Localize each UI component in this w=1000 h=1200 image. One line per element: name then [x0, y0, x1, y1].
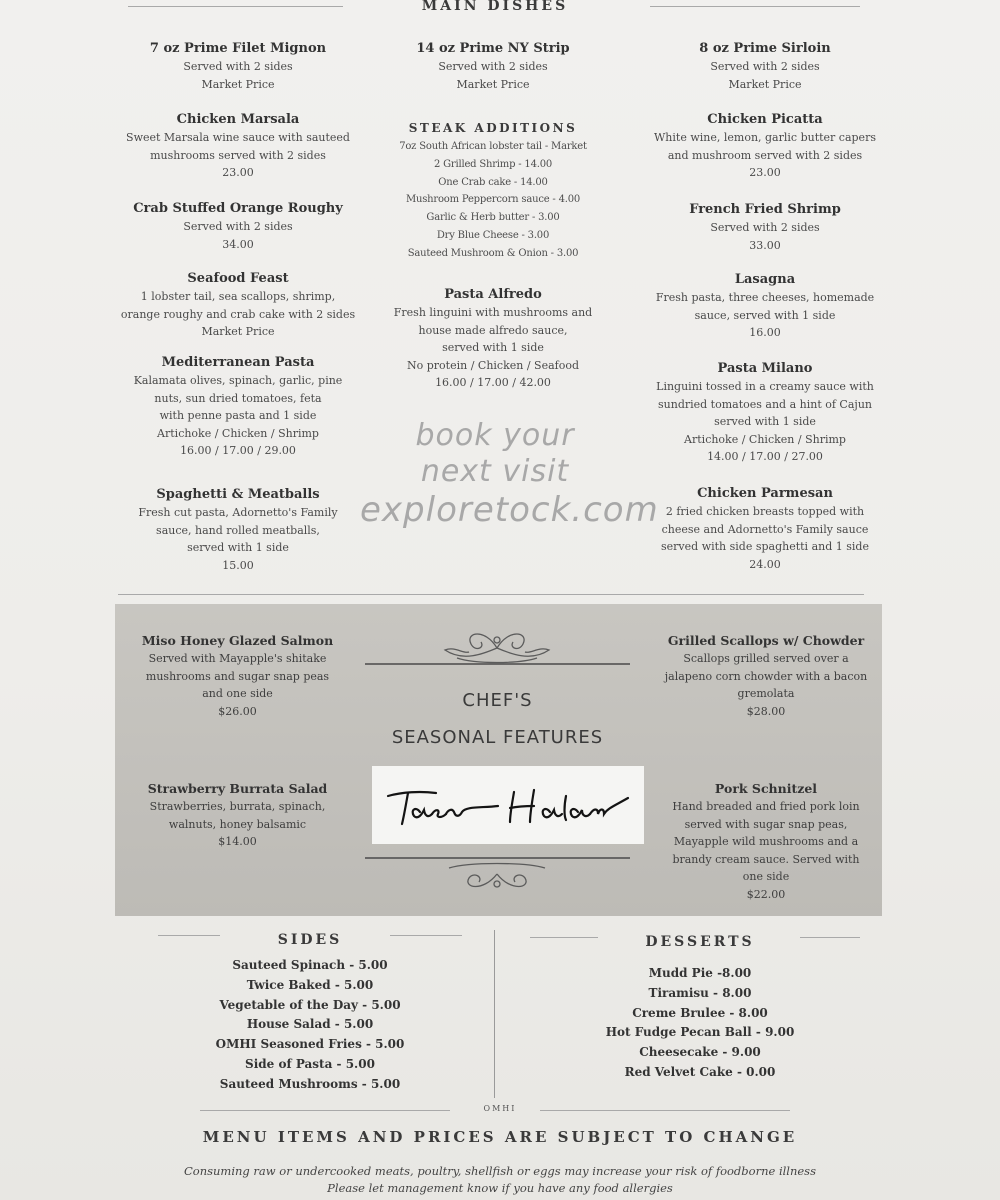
- item-desc: orange roughy and crab cake with 2 sides: [120, 307, 356, 321]
- item-price: 33.00: [749, 238, 781, 252]
- item-desc: Fresh pasta, three cheeses, homemade: [655, 291, 875, 304]
- item-desc: served with 1 side: [187, 541, 289, 554]
- item-desc: Hand breaded and fried pork loin: [672, 800, 860, 813]
- item-name: Chicken Parmesan: [697, 486, 833, 501]
- item-name: Chicken Picatta: [707, 112, 823, 127]
- steak-additions-heading: STEAK ADDITIONS: [408, 121, 578, 135]
- item-desc: nuts, sun dried tomatoes, feta: [154, 391, 322, 405]
- item-desc: Fresh linguini with mushrooms and: [393, 306, 593, 319]
- watermark-url: exploretock.com: [360, 490, 659, 530]
- item-desc: Mayapple wild mushrooms and a: [673, 835, 859, 848]
- menu-item: [630, 40, 900, 111]
- addition-item: Sauteed Mushroom & Onion - 3.00: [407, 247, 579, 259]
- side-item: Vegetable of the Day - 5.00: [219, 997, 401, 1012]
- item-name: Grilled Scallops w/ Chowder: [667, 633, 865, 648]
- features-right-column: [650, 632, 882, 903]
- section-divider: [118, 594, 864, 595]
- item-desc: Strawberries, burrata, spinach,: [149, 800, 326, 813]
- main-dishes-left-column: [108, 40, 368, 574]
- dessert-item: Tiramisu - 8.00: [648, 985, 752, 1000]
- addition-item: Dry Blue Cheese - 3.00: [436, 229, 550, 241]
- item-name: 8 oz Prime Sirloin: [699, 41, 831, 56]
- menu-item: [630, 201, 900, 271]
- menu-item: [108, 270, 368, 354]
- item-desc: sauce, served with 1 side: [694, 308, 836, 322]
- item-price: 24.00: [749, 557, 781, 571]
- side-item: Sauteed Mushrooms - 5.00: [219, 1076, 401, 1091]
- item-desc: No protein / Chicken / Seafood: [407, 358, 579, 372]
- addition-item: One Crab cake - 14.00: [438, 176, 548, 188]
- main-dishes-center-column: [368, 40, 618, 392]
- addition-item: 7oz South African lobster tail - Market: [399, 141, 587, 152]
- dessert-item: Red Velvet Cake - 0.00: [624, 1064, 776, 1079]
- item-name: Seafood Feast: [187, 271, 289, 286]
- item-price: 15.00: [222, 558, 254, 572]
- menu-item: [108, 40, 368, 111]
- dessert-item: Cheesecake - 9.00: [639, 1045, 761, 1060]
- top-flourish-ornament: [365, 618, 630, 680]
- watermark-line: book your: [415, 418, 575, 453]
- item-name: Crab Stuffed Orange Roughy: [133, 201, 343, 216]
- food-safety-disclaimer: Consuming raw or undercooked meats, poultry, shellfish or eggs may increase your risk of foodborne illness: [183, 1164, 816, 1178]
- item-name: Lasagna: [734, 272, 796, 287]
- top-rule-right: [650, 6, 860, 7]
- item-desc: served with 1 side: [714, 415, 816, 428]
- item-desc: White wine, lemon, garlic butter capers: [654, 131, 876, 144]
- item-desc: Sweet Marsala wine sauce with sauteed: [126, 131, 350, 144]
- item-name: Miso Honey Glazed Salmon: [141, 633, 334, 648]
- item-price: 16.00 / 17.00 / 29.00: [180, 444, 296, 457]
- menu-item: [115, 632, 360, 780]
- item-desc: Served with 2 sides: [438, 60, 548, 73]
- watermark-line: next visit: [420, 454, 570, 489]
- menu-item: [108, 486, 368, 574]
- addition-item: Garlic & Herb butter - 3.00: [426, 212, 560, 224]
- item-name: Pasta Milano: [717, 361, 813, 376]
- item-name: Spaghetti & Meatballs: [156, 487, 320, 502]
- item-desc: Served with 2 sides: [183, 220, 293, 233]
- item-name: Strawberry Burrata Salad: [147, 781, 328, 796]
- menu-item: [368, 40, 618, 118]
- item-price: 16.00: [749, 326, 781, 339]
- item-price: Market Price: [201, 325, 275, 338]
- item-desc: Linguini tossed in a creamy sauce with: [656, 380, 874, 393]
- side-item: House Salad - 5.00: [246, 1017, 374, 1032]
- dessert-item: Hot Fudge Pecan Ball - 9.00: [605, 1025, 795, 1040]
- chefs-features-box: [115, 604, 882, 916]
- menu-item: [108, 111, 368, 200]
- addition-item: Mushroom Peppercorn sauce - 4.00: [405, 194, 581, 206]
- seasonal-features-title: SEASONAL FEATURES: [391, 727, 604, 748]
- menu-item: [650, 780, 882, 903]
- allergy-disclaimer: Please let management know if you have any food allergies: [327, 1181, 673, 1195]
- side-item: Side of Pasta - 5.00: [245, 1056, 375, 1071]
- item-name: Mediterranean Pasta: [161, 355, 315, 370]
- item-price: Market Price: [728, 77, 802, 91]
- features-title-area: [365, 604, 630, 916]
- item-desc: Served with 2 sides: [183, 60, 293, 73]
- item-desc: sauce, hand rolled meatballs,: [156, 523, 320, 537]
- item-price: 23.00: [222, 166, 254, 179]
- item-price: $22.00: [746, 887, 786, 901]
- menu-item: [368, 286, 618, 392]
- item-price: 14.00 / 17.00 / 27.00: [707, 450, 823, 463]
- side-item: OMHI Seasoned Fries - 5.00: [215, 1037, 405, 1052]
- item-name: 14 oz Prime NY Strip: [416, 41, 570, 56]
- desserts-heading: DESSERTS: [645, 934, 755, 950]
- item-name: Pasta Alfredo: [444, 287, 542, 302]
- menu-item: [630, 271, 900, 360]
- side-item: Sauteed Spinach - 5.00: [232, 958, 388, 972]
- item-price: 23.00: [749, 166, 781, 179]
- menu-item: [115, 780, 360, 851]
- item-name: 7 oz Prime Filet Mignon: [149, 41, 327, 56]
- item-desc: walnuts, honey balsamic: [168, 817, 307, 831]
- item-desc: cheese and Adornetto's Family sauce: [661, 522, 869, 536]
- item-price: $28.00: [746, 704, 786, 718]
- item-price: Market Price: [201, 77, 275, 91]
- item-desc: Served with 2 sides: [710, 60, 820, 73]
- item-price: $14.00: [218, 835, 257, 848]
- main-dishes-right-column: [630, 40, 900, 573]
- item-desc: gremolata: [737, 687, 795, 700]
- item-desc: with penne pasta and 1 side: [159, 409, 317, 422]
- exploretock-watermark: [360, 418, 659, 530]
- side-item: Twice Baked - 5.00: [246, 977, 374, 992]
- chefs-title: CHEF'S: [462, 690, 533, 711]
- item-desc: mushrooms and sugar snap peas: [145, 669, 330, 683]
- sides-desserts-divider: [494, 930, 495, 1098]
- menu-item: [630, 111, 900, 201]
- menu-item: [108, 200, 368, 270]
- main-dishes-heading: MAIN DISHES: [421, 0, 569, 14]
- features-left-column: [115, 632, 360, 851]
- addition-item: 2 Grilled Shrimp - 14.00: [433, 158, 553, 170]
- steak-additions: [368, 118, 618, 286]
- item-desc: house made alfredo sauce,: [418, 323, 568, 337]
- menu-item: [630, 485, 900, 573]
- menu-item: [650, 632, 882, 780]
- item-desc: Artichoke / Chicken / Shrimp: [157, 426, 319, 440]
- item-desc: Fresh cut pasta, Adornetto's Family: [138, 506, 338, 519]
- dessert-item: Mudd Pie -8.00: [648, 966, 752, 980]
- item-desc: and one side: [202, 687, 273, 700]
- item-desc: brandy cream sauce. Served with: [672, 852, 860, 866]
- item-desc: served with 1 side: [442, 341, 544, 354]
- item-desc: 2 fried chicken breasts topped with: [665, 505, 865, 518]
- sides-heading: SIDES: [277, 932, 343, 948]
- item-price: Market Price: [456, 77, 530, 91]
- item-price: 16.00 / 17.00 / 42.00: [435, 376, 551, 389]
- menu-item: [108, 354, 368, 486]
- chef-signature-box: [372, 766, 644, 844]
- item-desc: jalapeno corn chowder with a bacon: [664, 669, 868, 683]
- item-desc: served with side spaghetti and 1 side: [661, 540, 869, 553]
- item-desc: sundried tomatoes and a hint of Cajun: [658, 397, 872, 411]
- item-desc: Served with Mayapple's shitake: [148, 652, 327, 665]
- top-rule-left: [128, 6, 343, 7]
- item-name: Chicken Marsala: [176, 112, 300, 127]
- item-price: $26.00: [218, 704, 257, 718]
- menu-item: [630, 360, 900, 485]
- item-name: Pork Schnitzel: [714, 781, 818, 796]
- item-name: French Fried Shrimp: [689, 202, 841, 217]
- item-desc: Served with 2 sides: [710, 221, 820, 234]
- desserts-column: [560, 930, 840, 1083]
- item-desc: Kalamata olives, spinach, garlic, pine: [133, 374, 343, 387]
- dessert-item: Creme Brulee - 8.00: [632, 1005, 768, 1020]
- item-desc: Scallops grilled served over a: [683, 652, 849, 665]
- item-desc: Artichoke / Chicken / Shrimp: [684, 432, 846, 446]
- item-desc: 1 lobster tail, sea scallops, shrimp,: [140, 290, 336, 303]
- item-desc: served with sugar snap peas,: [684, 817, 848, 831]
- sides-column: [165, 928, 455, 1095]
- item-desc: and mushroom served with 2 sides: [667, 148, 863, 162]
- price-change-notice: MENU ITEMS AND PRICES ARE SUBJECT TO CHANGE: [202, 1128, 798, 1146]
- item-price: 34.00: [222, 237, 254, 251]
- item-desc: one side: [742, 870, 790, 883]
- omhi-label: OMHI: [483, 1104, 517, 1113]
- item-desc: mushrooms served with 2 sides: [150, 148, 326, 162]
- bottom-flourish-ornament: [365, 852, 630, 902]
